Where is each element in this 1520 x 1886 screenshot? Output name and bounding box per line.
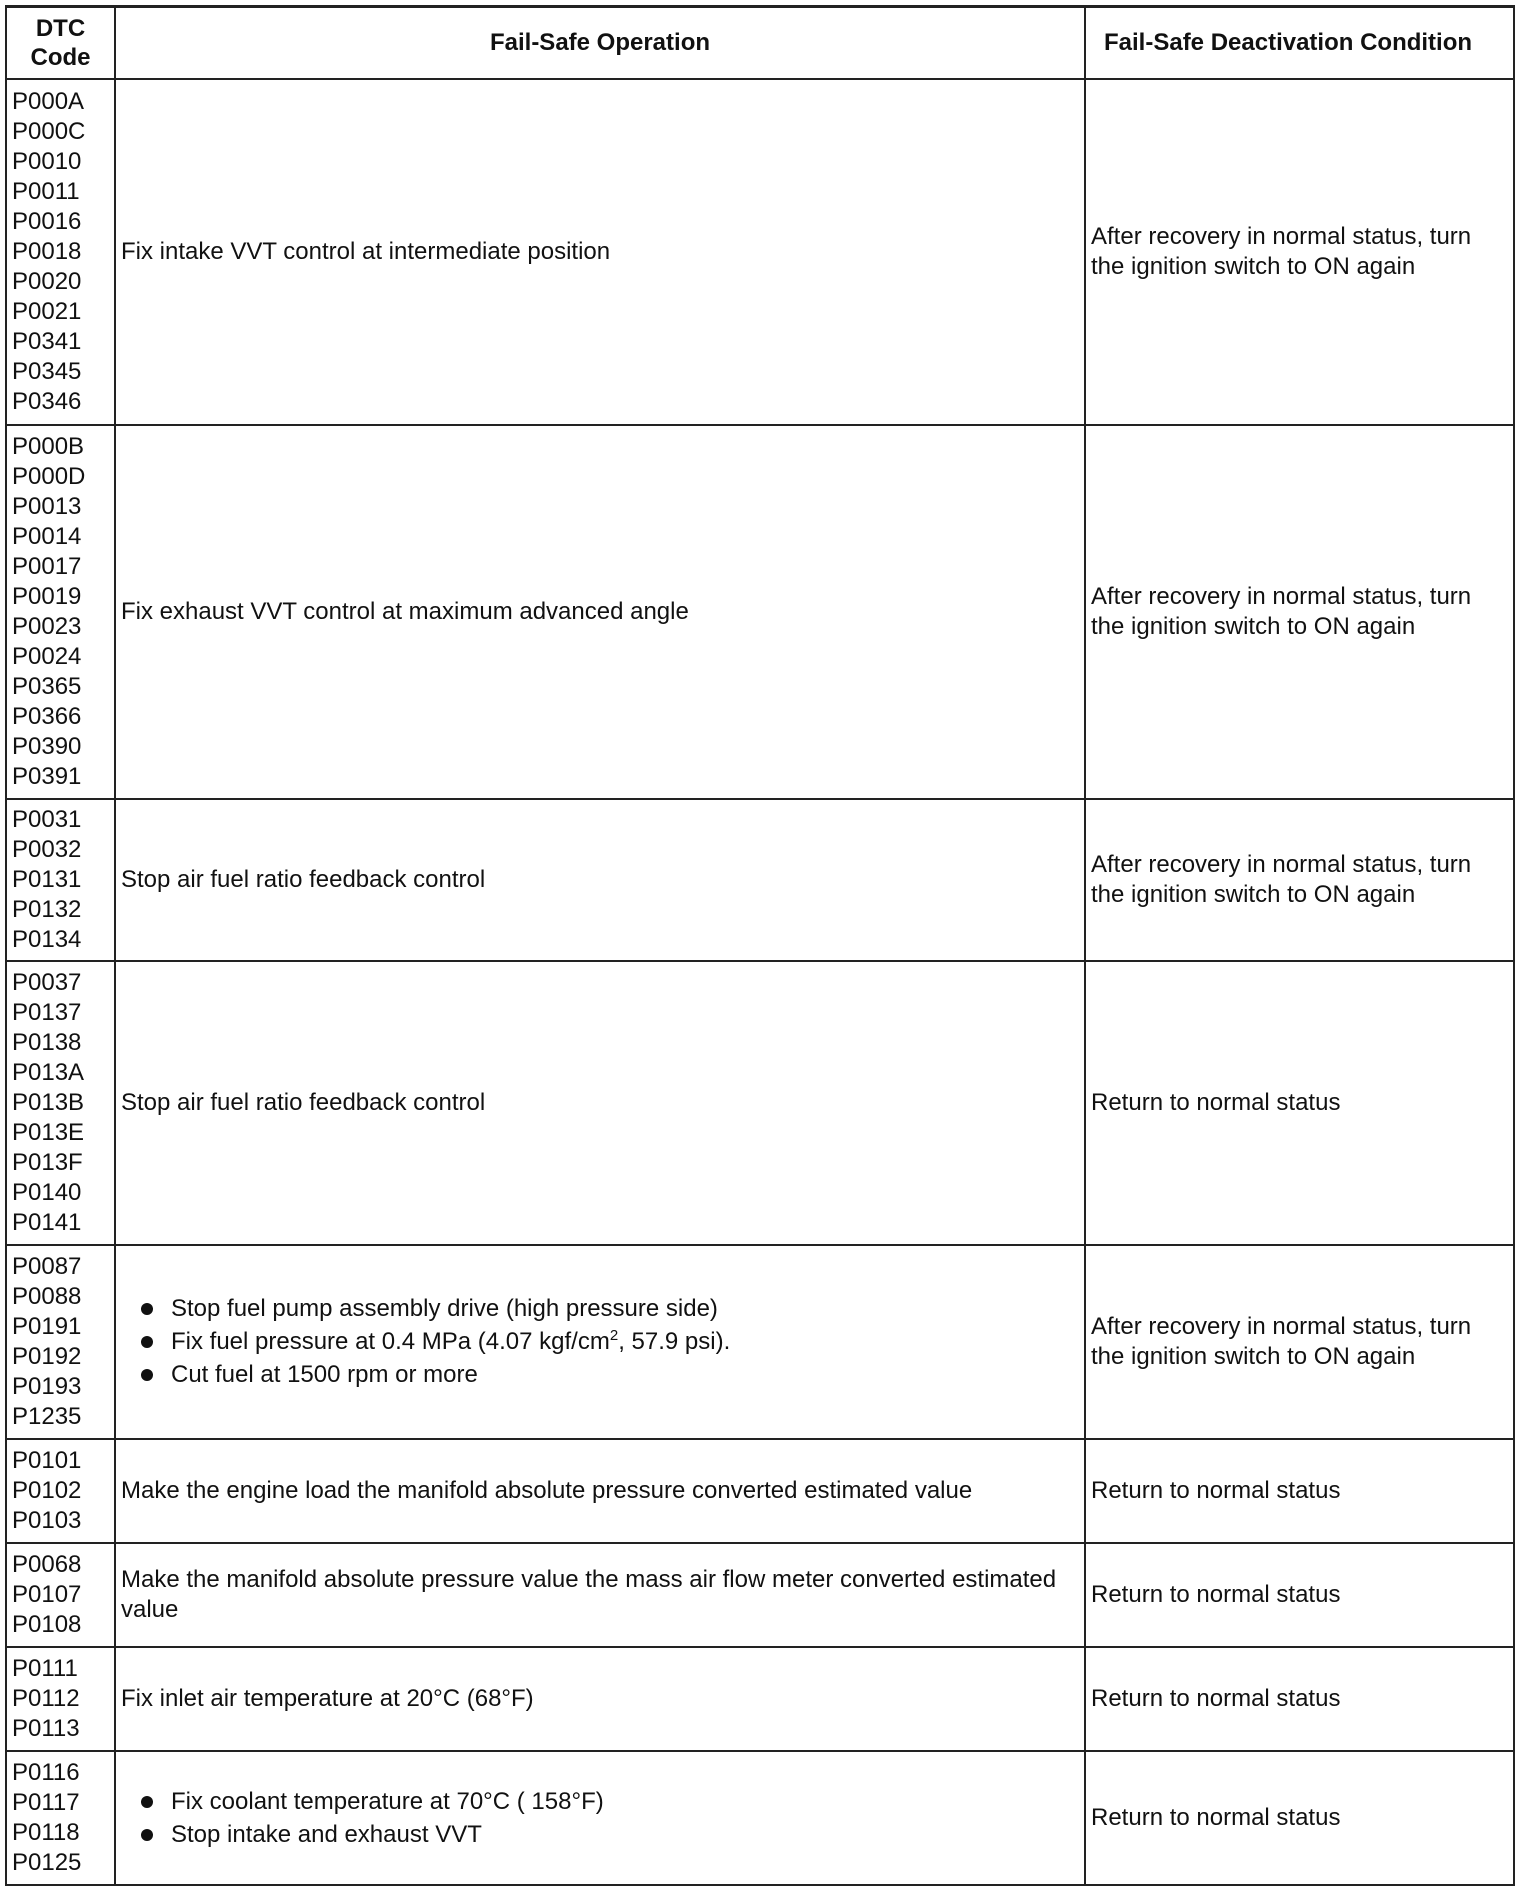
- dtc-code: P000A: [12, 87, 85, 115]
- dtc-codes-cell: [6, 1751, 115, 1885]
- header-row: [6, 7, 1514, 79]
- deactivation-condition-cell: After recovery in normal status, turn the ignition switch to ON again: [1085, 425, 1514, 799]
- fail-safe-operation-cell: [115, 1245, 1085, 1439]
- fail-safe-table: [5, 5, 1515, 1886]
- dtc-code: P0391: [12, 762, 82, 790]
- dtc-code: P0131: [12, 865, 82, 893]
- dtc-code: P0113: [12, 1714, 80, 1742]
- table-row: [6, 1543, 1514, 1647]
- dtc-codes-cell: [6, 799, 115, 961]
- dtc-code: P013A: [12, 1058, 85, 1086]
- dtc-code: P0365: [12, 672, 82, 700]
- fail-safe-operation-cell: Make the manifold absolute pressure value the mass air flow meter converted estimated value: [115, 1543, 1085, 1647]
- dtc-code: P000C: [12, 117, 86, 145]
- dtc-code: P1235: [12, 1402, 82, 1430]
- dtc-code: P0013: [12, 492, 82, 520]
- dtc-code: P0088: [12, 1282, 82, 1310]
- dtc-code: P0134: [12, 925, 82, 953]
- dtc-code: P0068: [12, 1550, 82, 1578]
- operation-bullet: Cut fuel at 1500 rpm or more: [141, 1358, 1079, 1391]
- dtc-code: P000B: [12, 432, 85, 460]
- header-fail-safe-operation: Fail-Safe Operation: [115, 7, 1085, 79]
- bullet-text: , 57.9 psi).: [618, 1328, 731, 1355]
- dtc-code: P0366: [12, 702, 82, 730]
- dtc-code: P000D: [12, 462, 86, 490]
- table-row: [6, 1439, 1514, 1543]
- dtc-code: P0193: [12, 1372, 82, 1400]
- header-deactivation-condition: Fail-Safe Deactivation Condition: [1085, 7, 1514, 79]
- dtc-code: P0024: [12, 642, 82, 670]
- dtc-codes-cell: [6, 1245, 115, 1439]
- dtc-code: P0140: [12, 1178, 82, 1206]
- dtc-code: P013F: [12, 1148, 83, 1176]
- deactivation-condition-cell: Return to normal status: [1085, 961, 1514, 1245]
- fail-safe-operation-cell: Stop air fuel ratio feedback control: [115, 799, 1085, 961]
- dtc-code: P0192: [12, 1342, 82, 1370]
- dtc-codes-cell: [6, 961, 115, 1245]
- fail-safe-operation-cell: Stop air fuel ratio feedback control: [115, 961, 1085, 1245]
- dtc-code: P0019: [12, 582, 82, 610]
- deactivation-condition-cell: After recovery in normal status, turn the ignition switch to ON again: [1085, 799, 1514, 961]
- header-dtc-code-line-1: DTC: [35, 14, 86, 42]
- dtc-code: P0037: [12, 968, 82, 996]
- dtc-code: P0011: [12, 177, 80, 205]
- dtc-code: P0112: [12, 1684, 80, 1712]
- dtc-codes-cell: [6, 79, 115, 425]
- dtc-code: P0103: [12, 1506, 82, 1534]
- dtc-code: P0023: [12, 612, 82, 640]
- dtc-code: P0138: [12, 1028, 82, 1056]
- deactivation-condition-cell: Return to normal status: [1085, 1543, 1514, 1647]
- dtc-codes-cell: [6, 1439, 115, 1543]
- operation-bullet: Stop intake and exhaust VVT: [141, 1818, 1079, 1851]
- dtc-code: P0390: [12, 732, 82, 760]
- dtc-code: P0018: [12, 237, 82, 265]
- deactivation-condition-cell: Return to normal status: [1085, 1439, 1514, 1543]
- table-row: [6, 961, 1514, 1245]
- fail-safe-operation-cell: Fix exhaust VVT control at maximum advanced angle: [115, 425, 1085, 799]
- operation-bullet-list: [121, 1785, 1079, 1851]
- operation-bullet-list: [121, 1292, 1079, 1391]
- operation-bullet: Stop fuel pump assembly drive (high pressure side): [141, 1292, 1079, 1325]
- table-row: [6, 799, 1514, 961]
- dtc-code: P0118: [12, 1818, 80, 1846]
- dtc-code: P0346: [12, 387, 82, 415]
- dtc-code: P0014: [12, 522, 82, 550]
- dtc-code: P0341: [12, 327, 82, 355]
- table-row: [6, 1647, 1514, 1751]
- header-dtc-code-line-2: Code: [30, 43, 91, 71]
- deactivation-condition-cell: After recovery in normal status, turn the ignition switch to ON again: [1085, 1245, 1514, 1439]
- table-row: [6, 425, 1514, 799]
- table-row: [6, 1245, 1514, 1439]
- fail-safe-operation-cell: Fix inlet air temperature at 20°C (68°F): [115, 1647, 1085, 1751]
- deactivation-condition-cell: After recovery in normal status, turn the ignition switch to ON again: [1085, 79, 1514, 425]
- fail-safe-operation-cell: Make the engine load the manifold absolute pressure converted estimated value: [115, 1439, 1085, 1543]
- bullet-text: Fix fuel pressure at 0.4 MPa (4.07 kgf/cm: [171, 1328, 610, 1355]
- dtc-code: P0032: [12, 835, 82, 863]
- dtc-code: P0116: [12, 1758, 80, 1786]
- deactivation-condition-cell: Return to normal status: [1085, 1751, 1514, 1885]
- header-dtc-code: [6, 7, 115, 79]
- dtc-code: P0020: [12, 267, 82, 295]
- dtc-code: P0132: [12, 895, 82, 923]
- dtc-code: P0137: [12, 998, 82, 1026]
- dtc-code: P0010: [12, 147, 82, 175]
- dtc-code: P0031: [12, 805, 82, 833]
- dtc-code: P0141: [12, 1208, 82, 1236]
- dtc-code: P0125: [12, 1848, 82, 1876]
- table-row: [6, 79, 1514, 425]
- operation-bullet: Fix coolant temperature at 70°C ( 158°F): [141, 1785, 1079, 1818]
- dtc-code: P0108: [12, 1610, 82, 1638]
- dtc-code: P0111: [12, 1654, 78, 1682]
- dtc-codes-cell: [6, 425, 115, 799]
- dtc-codes-cell: [6, 1543, 115, 1647]
- dtc-code: P0016: [12, 207, 82, 235]
- dtc-code: P0017: [12, 552, 82, 580]
- dtc-codes-cell: [6, 1647, 115, 1751]
- dtc-code: P0087: [12, 1252, 82, 1280]
- dtc-code: P0191: [12, 1312, 82, 1340]
- dtc-code: P0107: [12, 1580, 82, 1608]
- dtc-code: P0117: [12, 1788, 80, 1816]
- dtc-code: P0102: [12, 1476, 82, 1504]
- dtc-code: P013B: [12, 1088, 85, 1116]
- deactivation-condition-cell: Return to normal status: [1085, 1647, 1514, 1751]
- fail-safe-operation-cell: Fix intake VVT control at intermediate position: [115, 79, 1085, 425]
- dtc-code: P0101: [12, 1446, 82, 1474]
- operation-bullet: [141, 1325, 1079, 1358]
- table-row: [6, 1751, 1514, 1885]
- dtc-code: P0345: [12, 357, 82, 385]
- superscript: 2: [609, 1327, 619, 1344]
- dtc-code: P013E: [12, 1118, 85, 1146]
- dtc-code: P0021: [12, 297, 82, 325]
- fail-safe-operation-cell: [115, 1751, 1085, 1885]
